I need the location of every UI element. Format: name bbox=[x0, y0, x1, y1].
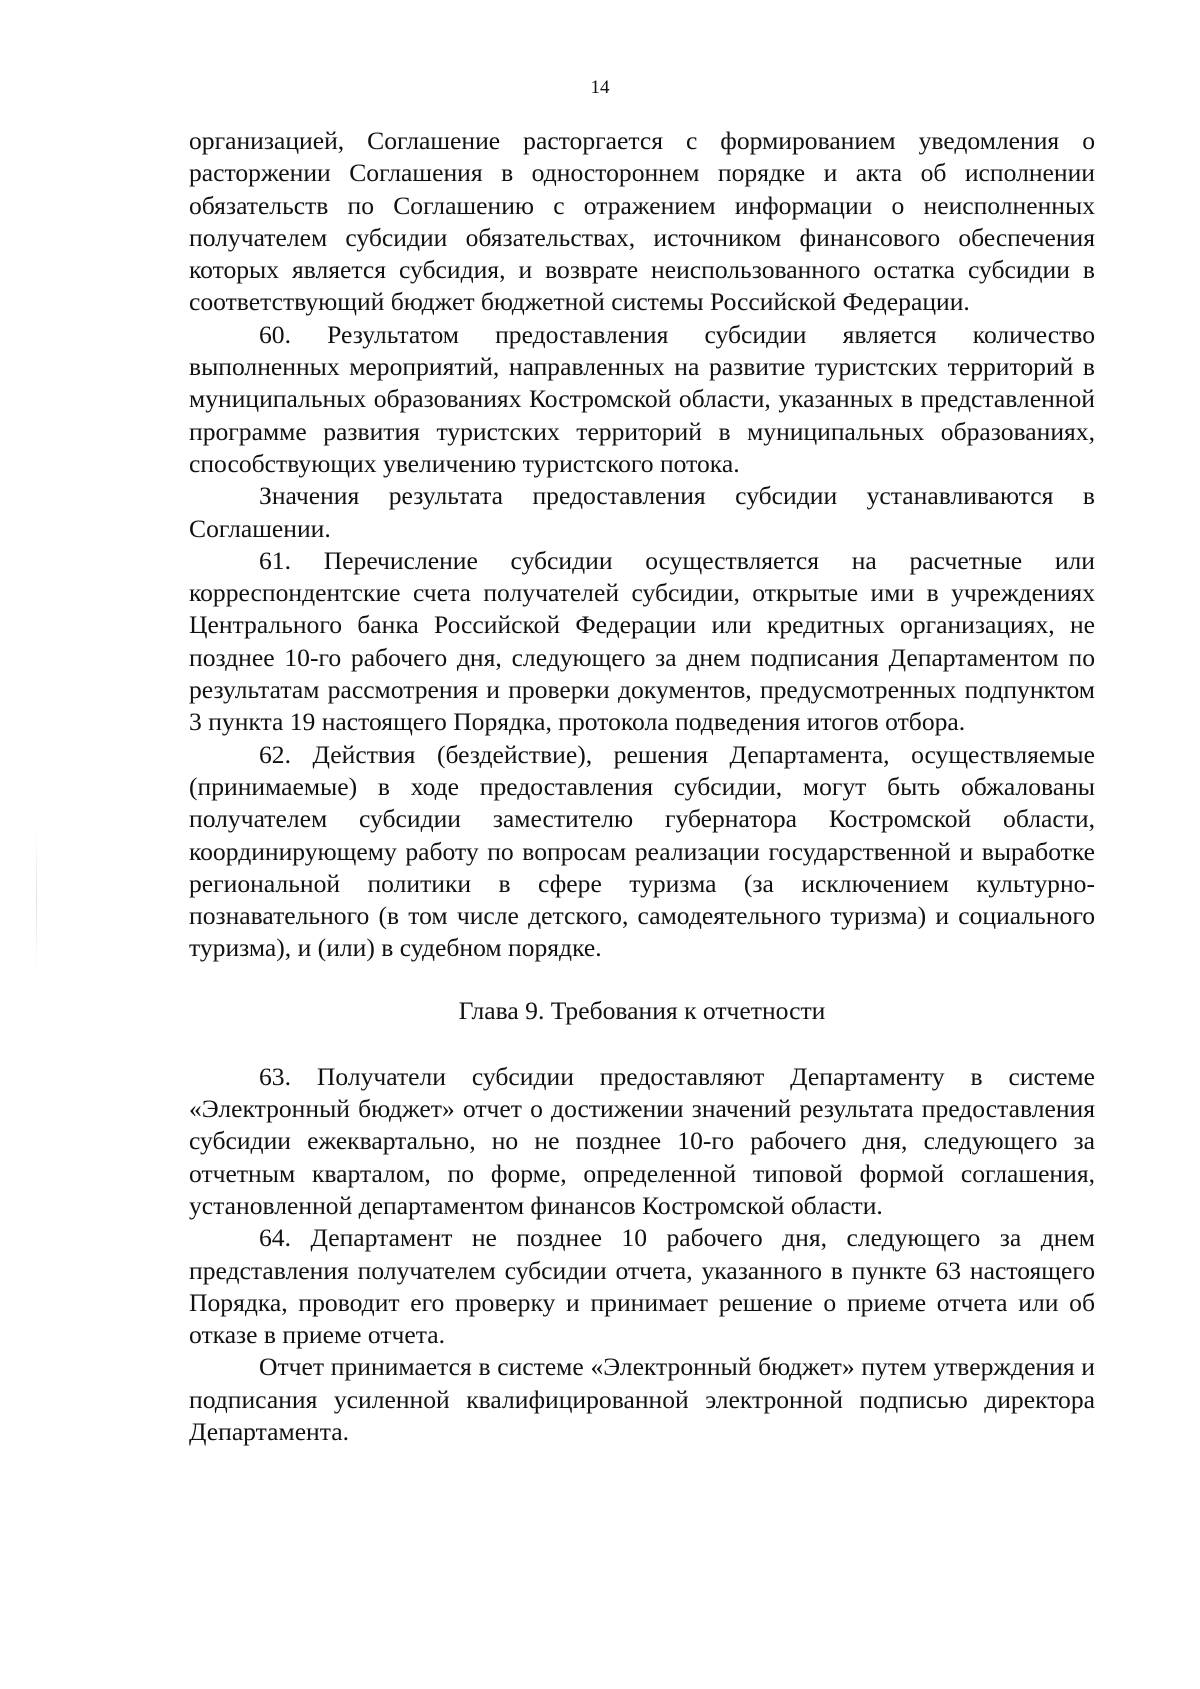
paragraph-63: 63. Получатели субсидии предоставляют Департаменту в системе «Электронный бюджет» отчет о достижении значений результата предоставления субсидии ежеквартально, но не позднее 10-го рабочего дня, следующего за отчетным кварталом, по форме, определенной типовой формой соглашения, установленной департаментом финансов Костромской области. bbox=[189, 1061, 1095, 1220]
paragraph-result-values: Значения результата предоставления субсидии устанавливаются в Соглашении. bbox=[189, 481, 1095, 543]
paragraph-60: 60. Результатом предоставления субсидии является количество выполненных мероприятий, направленных на развитие туристских территорий в муниципальных образованиях Костромской области, указанных в представленной программе развития туристских территорий в муниципальных образованиях, способствующих увеличению туристского потока. bbox=[189, 319, 1095, 478]
chapter-heading: Глава 9. Требования к отчетности bbox=[458, 995, 826, 1025]
document-body bbox=[189, 125, 1095, 1448]
paragraph-report-acceptance: Отчет принимается в системе «Электронный бюджет» путем утверждения и подписания усиленной квалифицированной электронной подписью директора Департамента. bbox=[189, 1352, 1095, 1446]
paragraph-61: 61. Перечисление субсидии осуществляется на расчетные или корреспондентские счета получателей субсидии, открытые ими в учреждениях Центрального банка Российской Федерации или кредитных организациях, не позднее 10-го рабочего дня, следующего за днем подписания Департаментом по результатам рассмотрения и проверки документов, предусмотренных подпунктом 3 пункта 19 настоящего Порядка, протокола подведения итогов отбора. bbox=[189, 545, 1095, 737]
page-number: 14 bbox=[590, 77, 610, 98]
paragraph-64: 64. Департамент не позднее 10 рабочего дня, следующего за днем представления получателем субсидии отчета, указанного в пункте 63 настоящего Порядка, проводит его проверку и принимает решение о приеме отчета или об отказе в приеме отчета. bbox=[189, 1223, 1095, 1350]
paragraph-continuation: организацией, Соглашение расторгается с формированием уведомления о расторжении Соглашения в одностороннем порядке и акта об исполнении обязательств по Соглашению с отражением информации о неисполненных получателем субсидии обязательствах, источником финансового обеспечения которых является субсидия, и возврате неиспользованного остатка субсидии в соответствующий бюджет бюджетной системы Российской Федерации. bbox=[189, 126, 1095, 317]
scan-artifact bbox=[36, 830, 37, 970]
paragraph-62: 62. Действия (бездействие), решения Департамента, осуществляемые (принимаемые) в ходе предоставления субсидии, могут быть обжалованы получателем субсидии заместителю губернатора Костромской области, координирующему работу по вопросам реализации государственной и выработке региональной политики в сфере туризма (за исключением культурно-познавательного (в том числе детского, самодеятельного туризма) и социального туризма), и (или) в судебном порядке. bbox=[189, 739, 1095, 963]
